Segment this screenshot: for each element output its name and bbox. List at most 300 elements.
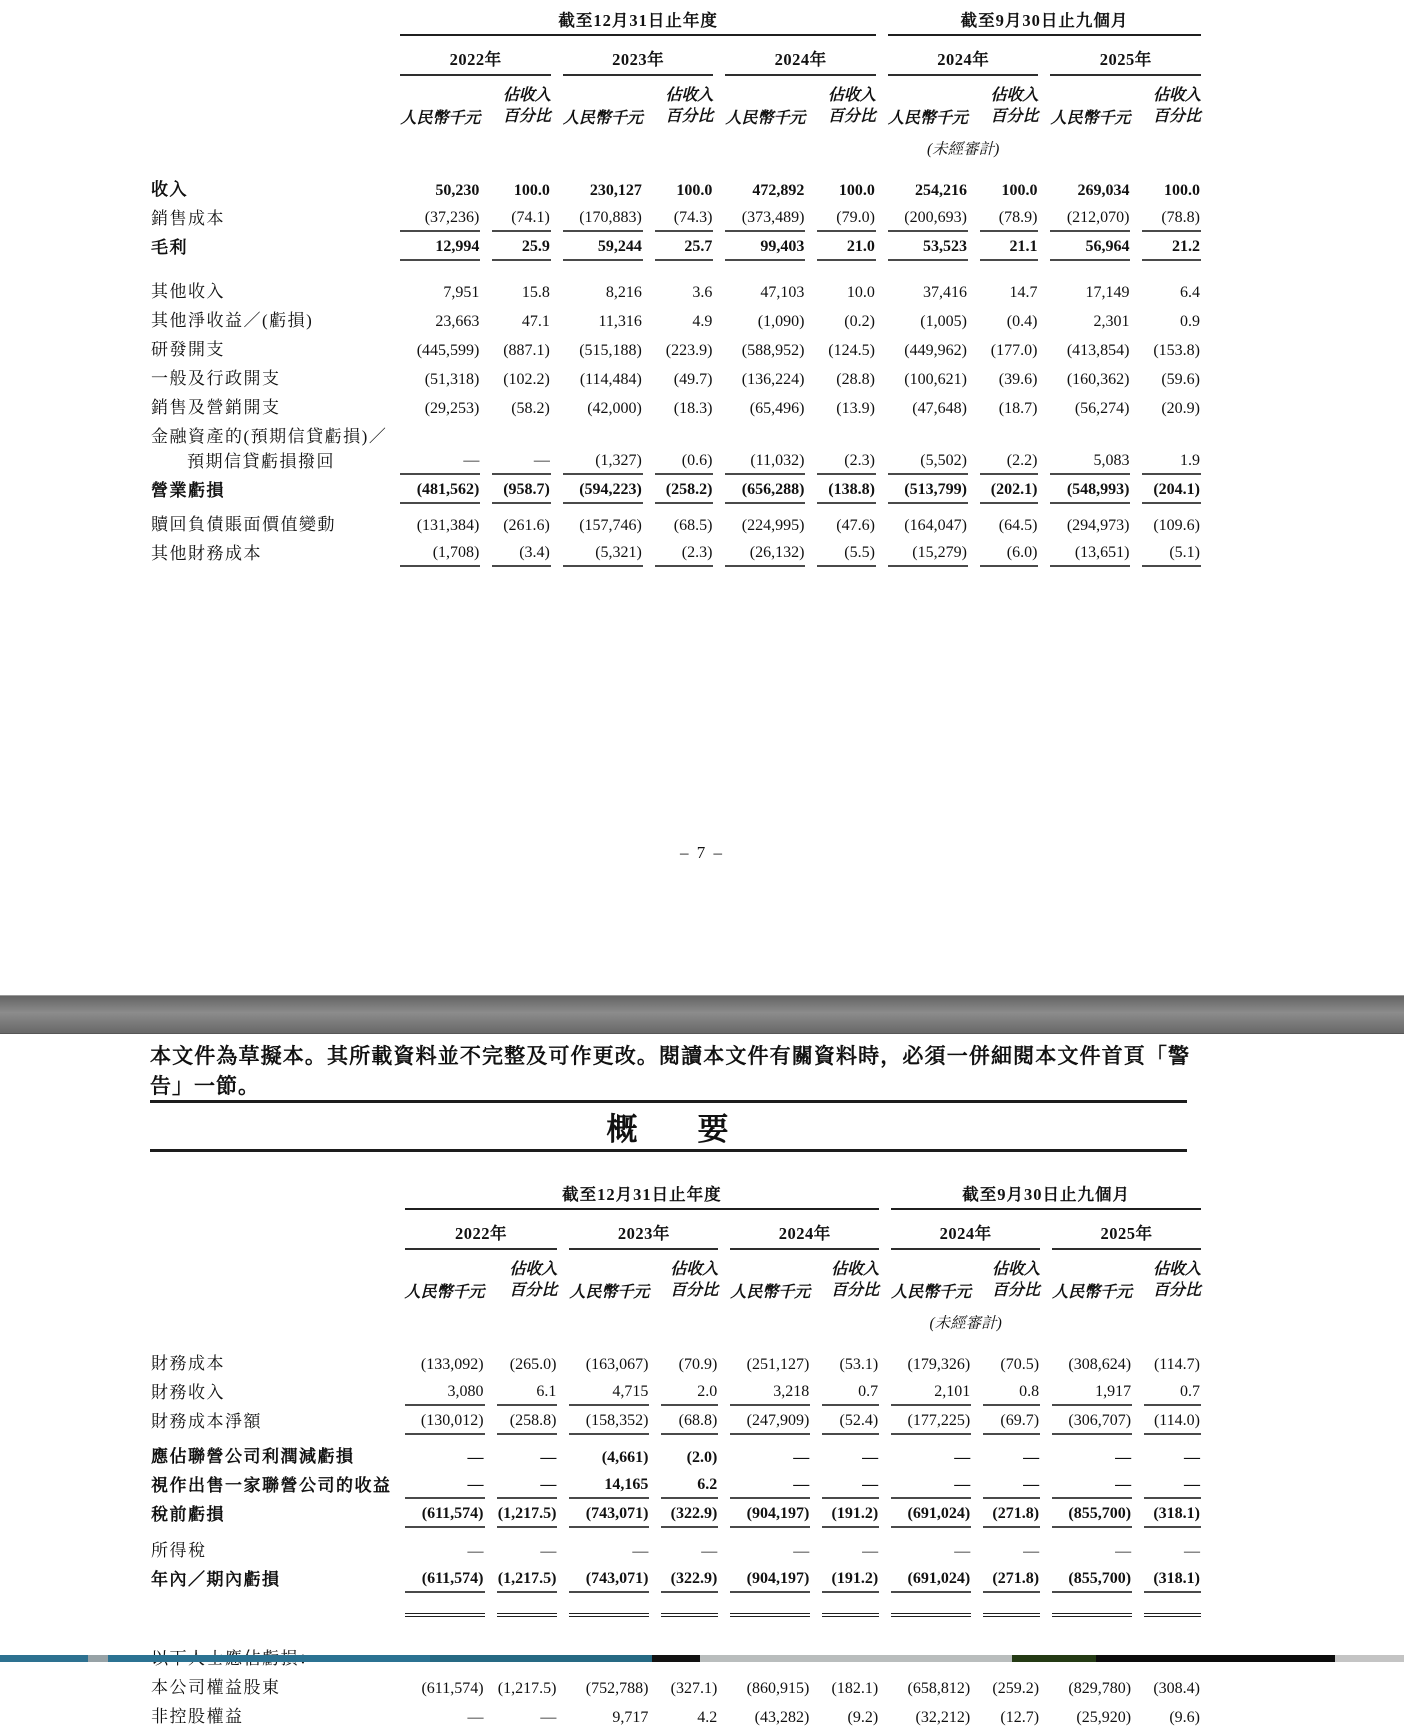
total-double-rule [1052,1593,1132,1617]
row-label: 本公司權益股東 [151,1677,281,1697]
value-cell: (611,574) [405,1499,485,1528]
rmb-unit-subheader: 人民幣千元 [562,109,643,127]
value-cell: (74.3) [655,203,714,232]
value-cell: 6.4 [1180,283,1200,301]
value-cell: 21.2 [1142,232,1201,261]
value-cell: 56,964 [1050,232,1130,261]
value-cell: (413,854) [1066,341,1130,359]
value-cell: (2.0) [686,1448,718,1466]
value-cell: (51,318) [424,370,480,388]
value-cell: — [540,1542,557,1560]
pct-subheader-line1: 佔收入 [1152,1261,1201,1278]
value-cell: 100.0 [1001,181,1038,199]
value-cell: 2,101 [891,1377,971,1406]
value-cell: 472,892 [752,181,805,199]
value-cell: 17,149 [1085,283,1130,301]
value-cell: (1,217.5) [497,1499,558,1528]
value-cell: (177,225) [891,1406,971,1435]
value-cell: (308,624) [1068,1355,1132,1373]
value-cell: (9.2) [847,1708,879,1726]
value-cell: (191.2) [822,1499,879,1528]
value-cell: (202.1) [980,475,1039,504]
value-cell: 100.0 [1164,181,1200,199]
value-cell: (158,352) [569,1406,649,1435]
table-row [150,174,1201,203]
value-cell: 1.9 [1142,421,1201,475]
rmb-unit-subheader: 人民幣千元 [569,1283,650,1301]
pct-subheader [655,76,714,132]
summary-heading-char2: 要 [697,1112,731,1147]
value-cell: (904,197) [730,1564,810,1593]
value-cell: (26,132) [725,538,805,567]
value-cell: — [467,1542,484,1560]
value-cell: (74.1) [492,203,551,232]
value-cell: (163,067) [585,1355,649,1373]
year-header: 2022年 [405,1210,558,1250]
value-cell: 4.2 [697,1708,718,1726]
rmb-unit-subheader: 人民幣千元 [887,109,968,127]
value-cell: (904,197) [730,1499,810,1528]
value-cell: (691,024) [891,1564,971,1593]
value-cell: 0.7 [1144,1377,1201,1406]
value-cell: 9,717 [612,1708,649,1726]
value-cell: (515,188) [579,341,642,359]
value-cell: — [730,1470,810,1499]
row-label: 研發開支 [151,339,225,359]
value-cell: (611,574) [405,1564,485,1593]
summary-rule-bottom [150,1149,1187,1152]
pct-subheader-line2: 百分比 [670,1281,719,1299]
value-cell: — [793,1542,810,1560]
value-cell: (3.4) [492,538,551,567]
value-cell: (164,047) [904,516,967,534]
table-row [150,1377,1201,1406]
value-cell: 100.0 [838,181,875,199]
row-label: 收入 [151,179,188,199]
value-cell: (855,700) [1052,1499,1132,1528]
value-cell: (20.9) [1161,399,1200,417]
unaudited-note: (未經審計) [927,140,1000,158]
value-cell: (224,995) [741,516,805,534]
value-cell: (855,700) [1052,1564,1132,1593]
value-cell: (47,648) [912,399,967,417]
pct-subheader-line2: 百分比 [1152,107,1201,125]
column-group-nine-months: 截至9月30日止九個月 [891,1180,1201,1210]
value-cell: (78.8) [1142,203,1201,232]
row-label: 財務收入 [151,1382,225,1402]
bottom-strip-segment [700,1655,1012,1662]
value-cell: (102.2) [503,370,550,388]
value-cell: (65,496) [749,399,805,417]
value-cell: (271.8) [983,1499,1040,1528]
value-cell: — [1115,1448,1132,1466]
value-cell: (70.5) [1000,1355,1040,1373]
row-label: 其他淨收益／(虧損) [151,310,314,330]
pct-subheader-line1: 佔收入 [502,87,551,104]
value-cell: (691,024) [891,1499,971,1528]
table-row [150,509,1201,538]
pct-subheader-line1: 佔收入 [665,87,714,104]
value-cell: (656,288) [725,475,805,504]
row-label: 應佔聯營公司利潤減虧損 [151,1446,355,1466]
value-cell: 6.2 [661,1470,718,1499]
value-cell: — [540,1448,557,1466]
value-cell: — [862,1542,879,1560]
value-cell: (200,693) [888,203,968,232]
value-cell: — [793,1448,810,1466]
value-cell: (318.1) [1144,1499,1201,1528]
value-cell: 0.7 [822,1377,879,1406]
summary-heading [150,1104,1187,1149]
value-cell: (37,236) [400,203,480,232]
row-label: 一般及行政開支 [151,368,281,388]
pct-subheader-line1: 佔收入 [992,1261,1041,1278]
value-cell: (32,212) [915,1708,971,1726]
value-cell: — [467,1708,484,1726]
table-row [150,1441,1201,1470]
table-row [150,363,1201,392]
row-label: 視作出售一家聯營公司的收益 [151,1475,392,1495]
value-cell: (68.5) [673,516,713,534]
value-cell: 4.9 [692,312,713,330]
row-spacer [150,1334,1201,1348]
value-cell: (191.2) [822,1564,879,1593]
row-label: 非控股權益 [151,1706,244,1726]
row-label-spacer [150,36,388,76]
value-cell: (743,071) [569,1564,649,1593]
value-cell: (481,562) [400,475,480,504]
bottom-strip-segment [652,1655,700,1662]
value-cell: — [954,1542,971,1560]
value-cell: 0.9 [1180,312,1200,330]
value-cell: 12,994 [400,232,480,261]
value-cell: (204.1) [1142,475,1201,504]
value-cell: 25.7 [655,232,714,261]
pct-subheader [822,1250,879,1306]
value-cell: 2,301 [1093,312,1130,330]
value-cell: — [954,1448,971,1466]
value-cell: 4,715 [569,1377,649,1406]
value-cell: (5,502) [888,421,968,475]
value-cell: (258.2) [655,475,714,504]
table1-table [138,6,1213,567]
value-cell: (2.3) [655,538,714,567]
value-cell: 269,034 [1077,181,1130,199]
bottom-strip-segment [0,1655,88,1662]
year-header: 2022年 [400,36,551,76]
table-row [150,1470,1201,1499]
value-cell: — [1144,1470,1201,1499]
value-cell: 100.0 [676,181,713,199]
value-cell: 21.1 [980,232,1039,261]
row-label: 財務成本 [151,1353,225,1373]
value-cell: (306,707) [1052,1406,1132,1435]
bottom-strip-segment [1012,1655,1096,1662]
column-group-fiscal-years: 截至12月31日止年度 [400,6,876,36]
value-cell: 230,127 [589,181,642,199]
rmb-unit-subheader: 人民幣千元 [1052,1283,1133,1301]
value-cell: (109.6) [1153,516,1200,534]
pct-subheader-line1: 佔收入 [670,1261,719,1278]
value-cell: (133,092) [420,1355,484,1373]
total-double-rule [983,1593,1040,1617]
value-cell: (1,217.5) [497,1679,557,1697]
value-cell: 50,230 [435,181,480,199]
row-label: 所得稅 [151,1540,207,1560]
row-label: 銷售成本 [151,208,225,228]
value-cell: (114,484) [579,370,642,388]
row-label: 其他收入 [151,281,225,301]
value-cell: (130,012) [405,1406,485,1435]
value-cell: (43,282) [754,1708,810,1726]
value-cell: — [1023,1542,1040,1560]
value-cell: 14,165 [569,1470,649,1499]
value-cell: — [540,1708,557,1726]
total-double-rule [569,1593,649,1617]
rmb-unit-subheader: 人民幣千元 [1050,109,1131,127]
value-cell: (53.1) [839,1355,879,1373]
row-label-spacer [150,1306,393,1334]
total-double-rule [730,1593,810,1617]
value-cell: — [467,1448,484,1466]
value-cell: — [632,1542,649,1560]
value-cell: (265.0) [509,1355,557,1373]
row-spacer [150,1528,1201,1535]
bottom-strip-segment [1335,1655,1404,1662]
value-cell: (308.4) [1153,1679,1200,1697]
row-label-spacer [150,1210,393,1250]
value-cell: (18.3) [673,399,713,417]
value-cell: (179,326) [907,1355,971,1373]
value-cell: — [862,1448,879,1466]
value-cell: — [822,1470,879,1499]
value-cell: 0.8 [983,1377,1040,1406]
table-row [150,475,1201,504]
total-double-rule [661,1593,718,1617]
pct-subheader [817,76,876,132]
value-cell: 37,416 [922,283,967,301]
value-cell: (18.7) [998,399,1038,417]
value-cell: — [1115,1542,1132,1560]
value-cell: (1,217.5) [497,1564,558,1593]
value-cell: (0.6) [655,421,714,475]
value-cell: 47.1 [521,312,550,330]
value-cell: (78.9) [980,203,1039,232]
pct-subheader [497,1250,558,1306]
table-row [150,305,1201,334]
value-cell: (28.8) [836,370,875,388]
value-cell: 59,244 [563,232,643,261]
value-cell: 100.0 [513,181,550,199]
value-cell: (658,812) [907,1679,971,1697]
value-cell: (327.1) [670,1679,718,1697]
value-cell: 25.9 [492,232,551,261]
value-cell: (170,883) [563,203,643,232]
value-cell: (247,909) [730,1406,810,1435]
value-cell: (5.1) [1142,538,1201,567]
row-spacer [150,1617,1201,1643]
value-cell: — [1184,1448,1200,1466]
year-header: 2023年 [569,1210,718,1250]
value-cell: — [1052,1470,1132,1499]
total-double-rule [405,1593,485,1617]
value-cell: (39.6) [998,370,1038,388]
summary-heading-char1: 概 [606,1112,640,1147]
pct-subheader [983,1250,1040,1306]
value-cell: 8,216 [605,283,642,301]
page-number: – 7 – [680,843,724,862]
pct-subheader [980,76,1039,132]
row-spacer [150,160,1201,174]
value-cell: (212,070) [1050,203,1130,232]
value-cell: (11,032) [725,421,805,475]
pct-subheader-line2: 百分比 [992,1281,1041,1299]
year-header: 2025年 [1052,1210,1201,1250]
value-cell: (100,621) [904,370,967,388]
row-label: 財務成本淨額 [151,1411,262,1431]
value-cell: — [891,1470,971,1499]
rmb-unit-subheader: 人民幣千元 [891,1283,972,1301]
value-cell: (64.5) [998,516,1038,534]
row-label: 毛利 [151,237,188,257]
row-label: 營業虧損 [151,480,225,500]
table-row [150,334,1201,363]
row-label: 年內／期內虧損 [151,1569,281,1589]
pct-subheader-line2: 百分比 [509,1281,558,1299]
value-cell: (259.2) [992,1679,1040,1697]
row-label-spacer [150,1593,393,1617]
value-cell: (611,574) [421,1679,484,1697]
value-cell: (271.8) [983,1564,1040,1593]
value-cell: 99,403 [725,232,805,261]
value-cell: — [1184,1542,1200,1560]
value-cell: (258.8) [497,1406,558,1435]
year-header: 2024年 [891,1210,1040,1250]
row-label: 稅前虧損 [151,1504,225,1524]
value-cell: 53,523 [888,232,968,261]
table-row [150,421,1201,475]
table-row [150,1672,1201,1701]
value-cell: (1,005) [920,312,967,330]
section-divider-bar [0,995,1404,1034]
value-cell: (12.7) [1000,1708,1040,1726]
value-cell: 23,663 [435,312,480,330]
year-header: 2025年 [1050,36,1201,76]
table-row [150,232,1201,261]
table-row [150,1535,1201,1564]
pct-subheader-line1: 佔收入 [1152,87,1201,104]
value-cell: (138.8) [817,475,876,504]
value-cell: 47,103 [760,283,805,301]
pct-subheader-line2: 百分比 [990,107,1039,125]
value-cell: (752,788) [585,1679,649,1697]
value-cell: (445,599) [416,341,480,359]
rmb-unit-subheader: 人民幣千元 [400,109,481,127]
pct-subheader-line1: 佔收入 [831,1261,880,1278]
total-double-rule [497,1593,558,1617]
value-cell: (4,661) [601,1448,649,1466]
value-cell: — [701,1542,718,1560]
value-cell: (58.2) [511,399,550,417]
table-row [150,203,1201,232]
value-cell: (294,973) [1066,516,1130,534]
value-cell: 11,316 [598,312,642,330]
table-row [150,1348,1201,1377]
value-cell: — [983,1470,1040,1499]
value-cell: — [492,421,551,475]
value-cell: (594,223) [563,475,643,504]
value-cell: (69.7) [983,1406,1040,1435]
pct-subheader-line1: 佔收入 [990,87,1039,104]
pct-subheader-line1: 佔收入 [827,87,876,104]
value-cell: (2.3) [817,421,876,475]
value-cell: 7,951 [443,283,480,301]
value-cell: (79.0) [817,203,876,232]
value-cell: (513,799) [888,475,968,504]
row-label-spacer [150,1250,393,1306]
pct-subheader [1142,76,1201,132]
value-cell: (0.2) [844,312,875,330]
value-cell: (70.9) [678,1355,718,1373]
value-cell: (153.8) [1153,341,1200,359]
value-cell: (251,127) [746,1355,810,1373]
value-cell: (958.7) [492,475,551,504]
value-cell: (49.7) [673,370,713,388]
value-cell: (13.9) [836,399,875,417]
row-spacer [150,261,1201,276]
value-cell: 3,080 [405,1377,485,1406]
row-label-line1: 金融資產的(預期信貸虧損)／ [151,426,388,446]
unaudited-note: (未經審計) [929,1314,1002,1332]
value-cell: (0.4) [1006,312,1038,330]
value-cell: (124.5) [828,341,875,359]
value-cell: (177.0) [990,341,1038,359]
value-cell: (1,708) [400,538,480,567]
value-cell: (322.9) [661,1499,718,1528]
value-cell: — [497,1470,558,1499]
financial-table-2-container [138,1180,1213,1730]
pct-subheader-line2: 百分比 [831,1281,880,1299]
row-label: 贖回負債賬面價值變動 [151,514,336,534]
value-cell: (373,489) [725,203,805,232]
value-cell: (68.8) [661,1406,718,1435]
value-cell: (449,962) [904,341,967,359]
bottom-strip-segment [88,1655,108,1662]
value-cell: (588,952) [741,341,805,359]
value-cell: 10.0 [846,283,875,301]
value-cell: (114.7) [1153,1355,1200,1373]
pct-subheader-line2: 百分比 [827,107,876,125]
table-row [150,1701,1201,1730]
total-double-rule [1144,1593,1201,1617]
value-cell: — [1023,1448,1040,1466]
value-cell: — [400,421,480,475]
pct-subheader [492,76,551,132]
table-row [150,392,1201,421]
total-double-rule [891,1593,971,1617]
row-label-line2: 預期信貸虧損撥回 [187,451,335,471]
value-cell: (59.6) [1161,370,1200,388]
bottom-strip-segment [1096,1655,1335,1662]
year-header: 2024年 [725,36,876,76]
value-cell: 254,216 [914,181,967,199]
total-double-rule [822,1593,879,1617]
value-cell: (887.1) [503,341,550,359]
row-label: 銷售及營銷開支 [151,397,281,417]
value-cell: 2.0 [661,1377,718,1406]
warning-text: 本文件為草擬本。其所載資料並不完整及可作更改。閱讀本文件有關資料時，必須一併細閱本文件首頁「警告」一節。 [150,1044,1190,1098]
value-cell: (52.4) [822,1406,879,1435]
